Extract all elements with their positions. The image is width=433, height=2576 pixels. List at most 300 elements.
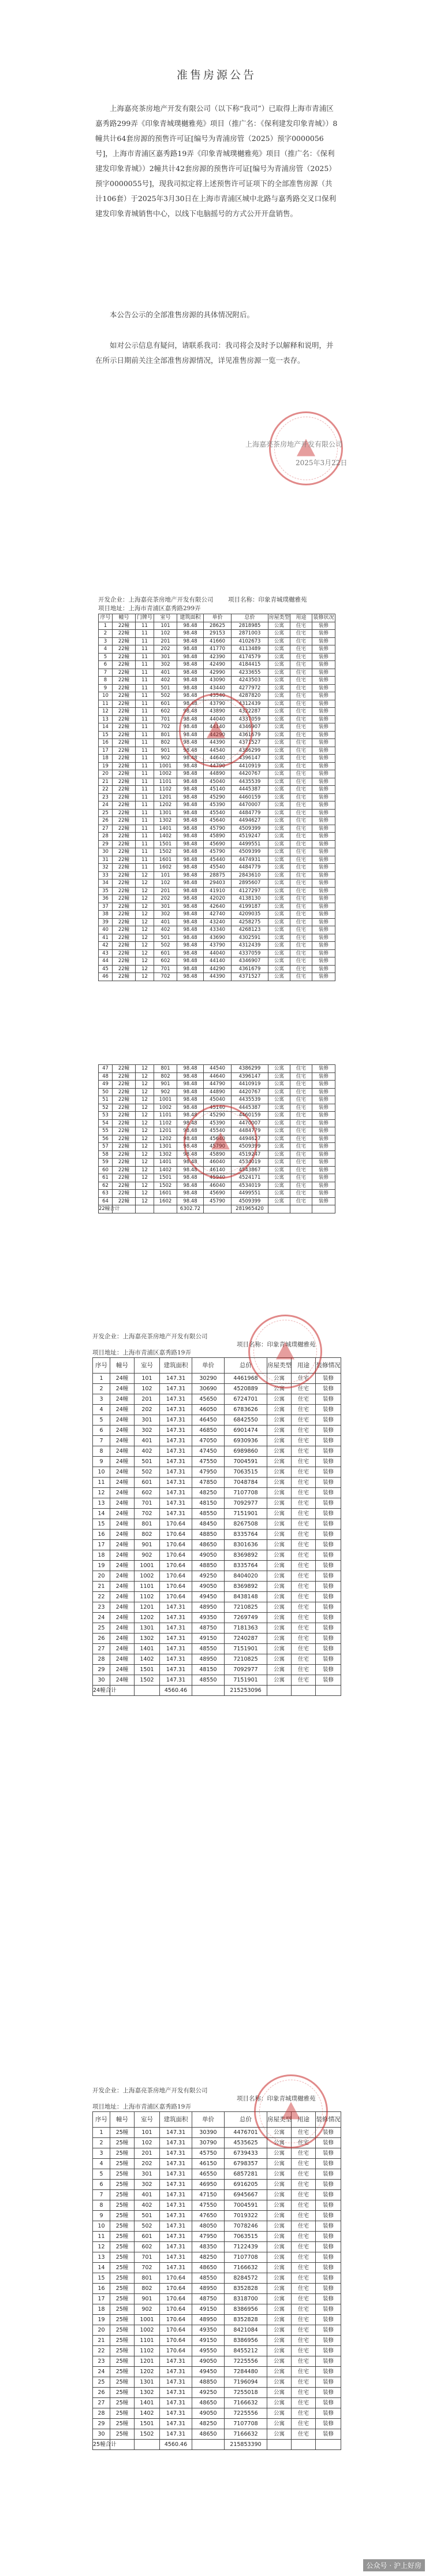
table-cell: 27 [93, 1644, 110, 1654]
column-header: 门牌号 [136, 614, 154, 622]
table-cell: 44290 [204, 731, 232, 739]
table-cell: 98.48 [177, 949, 204, 957]
table-row [93, 1415, 341, 1426]
table-cell: 装修 [316, 2336, 341, 2346]
table-cell: 63 [99, 1190, 113, 1198]
column-header: 序号 [99, 614, 113, 622]
table-cell: 26 [93, 1634, 110, 1644]
table-cell: 装修 [312, 700, 335, 708]
table-cell: 22幢 [113, 1088, 136, 1096]
total-row [93, 1686, 341, 1696]
table-cell: 公寓 [268, 731, 290, 739]
table-cell: 住宅 [290, 661, 312, 669]
table-cell: 公寓 [267, 1519, 292, 1530]
table-cell: 住宅 [292, 2304, 316, 2315]
table-cell: 8284572 [225, 2273, 267, 2284]
table-row [93, 1394, 341, 1405]
table-cell: 25幢 [110, 2180, 135, 2190]
table-cell: 22幢 [113, 833, 136, 841]
table-row [93, 1634, 341, 1644]
table-cell: 公寓 [267, 1634, 292, 1644]
table-row [93, 2294, 341, 2304]
table-cell: 48450 [192, 1519, 225, 1530]
table-cell: 12 [136, 1150, 154, 1159]
table-cell: 住宅 [292, 1498, 316, 1509]
table-cell: 装修 [316, 1644, 341, 1654]
sheet-1 [0, 595, 433, 1023]
total-cell [312, 1205, 335, 1213]
table-cell: 44640 [204, 755, 232, 763]
table-cell: 48750 [192, 1623, 225, 1634]
table-cell: 公寓 [268, 715, 290, 723]
table-cell: 11 [136, 864, 154, 872]
table-cell: 147.31 [160, 2263, 192, 2273]
table-cell: 公寓 [268, 887, 290, 895]
table-cell: 302 [135, 2180, 160, 2190]
table-cell: 98.48 [177, 1182, 204, 1190]
table-cell: 1201 [135, 2356, 160, 2367]
table-cell: 公寓 [268, 755, 290, 763]
table-cell: 公寓 [267, 2263, 292, 2273]
table-row [93, 2273, 341, 2284]
table-cell: 1302 [154, 817, 177, 825]
column-header: 幢号 [110, 2112, 135, 2128]
table-cell: 6901474 [225, 1426, 267, 1436]
table-cell: 147.31 [160, 1654, 192, 1665]
table-cell: 147.31 [160, 1426, 192, 1436]
table-cell: 住宅 [290, 1065, 312, 1073]
table-cell: 4470007 [232, 801, 268, 810]
table-cell: 98.48 [177, 1143, 204, 1151]
table-cell: 170.64 [160, 2304, 192, 2315]
table-cell: 98.48 [177, 669, 204, 677]
table-cell: 7255018 [225, 2388, 267, 2398]
table-cell: 12 [136, 1135, 154, 1143]
table-cell: 8335764 [225, 1530, 267, 1540]
table-cell: 25幢 [110, 2169, 135, 2180]
table-cell: 2 [93, 2138, 110, 2148]
table-cell: 7269749 [225, 1613, 267, 1623]
table-row [93, 2284, 341, 2294]
table-cell: 住宅 [292, 1654, 316, 1665]
table-cell: 26 [93, 2388, 110, 2398]
table-cell: 28 [99, 833, 113, 841]
table-cell: 7225556 [225, 2356, 267, 2367]
total-cell [267, 2440, 292, 2450]
table-cell: 27 [99, 825, 113, 833]
table-cell: 98.48 [177, 934, 204, 942]
table-cell: 36 [99, 895, 113, 903]
table-cell: 41660 [204, 637, 232, 645]
table-row [93, 1426, 341, 1436]
table-row [93, 2159, 341, 2169]
table-cell: 10 [93, 1467, 110, 1478]
table-cell: 25幢 [110, 2263, 135, 2273]
table-cell: 147.31 [160, 2429, 192, 2440]
table-cell: 11 [136, 637, 154, 645]
table-cell: 住宅 [290, 677, 312, 685]
table-cell: 147.31 [160, 1644, 192, 1654]
table-cell: 住宅 [292, 2367, 316, 2377]
table-cell: 98.48 [177, 645, 204, 654]
table-row [93, 1592, 341, 1602]
table-cell: 公寓 [268, 965, 290, 973]
table-cell: 22幢 [113, 911, 136, 919]
table-cell: 公寓 [267, 2180, 292, 2190]
table-cell: 24 [93, 2367, 110, 2377]
table-cell: 801 [135, 2273, 160, 2284]
table-cell: 装修 [316, 1457, 341, 1467]
table-cell: 8 [93, 1446, 110, 1457]
table-cell: 147.31 [160, 1602, 192, 1613]
table-cell: 住宅 [290, 731, 312, 739]
table-cell: 装修 [312, 871, 335, 879]
table-cell: 12 [136, 1166, 154, 1174]
table-cell: 202 [135, 1405, 160, 1415]
table-cell: 22幢 [113, 1112, 136, 1120]
table-cell: 30790 [192, 2138, 225, 2148]
table-cell: 装修 [316, 1405, 341, 1415]
table-cell: 22幢 [113, 817, 136, 825]
table-cell: 402 [154, 677, 177, 685]
table-cell: 22幢 [113, 669, 136, 677]
table-cell: 147.31 [160, 2148, 192, 2159]
table-cell: 43090 [204, 677, 232, 685]
table-cell: 12 [136, 1197, 154, 1205]
notice-paragraph-1: 上海嘉亮茶房地产开发有限公司（以下称“我司”）已取得上海市青浦区嘉秀路299弄《印象青城璞樾雅苑》项目（推广名：《保利建发印象青城》）8幢共计64套房源的预售许可证[编号为青浦房管（2025）预字0000056号]，上海市青浦区嘉秀路19弄《印象青城璞樾雅苑》项目（推广名：《保利建发印象青城》）2幢共计42套房源的预售许可证[编号为青浦房管（2025）预字0000055号]，现我司拟定将上述预售许可证项下的全部准售房源（共计106套）于2025年3月30日在上海市青浦区城中北路与嘉秀路交叉口保利建发印象青城销售中心，以线下电脑摇号的方式公开开盘销售。 [95, 104, 338, 218]
table-cell: 1101 [135, 1582, 160, 1592]
table-cell: 装修 [312, 1104, 335, 1112]
table-cell: 住宅 [292, 1550, 316, 1561]
table-cell: 46050 [192, 1405, 225, 1415]
table-cell: 9 [93, 2211, 110, 2221]
table-cell: 4484779 [232, 809, 268, 817]
table-cell: 401 [135, 1436, 160, 1446]
table-cell: 装修 [316, 1446, 341, 1457]
column-header: 建筑面积 [177, 614, 204, 622]
table-row [99, 840, 335, 848]
table-cell: 147.31 [160, 1613, 192, 1623]
table-cell: 48650 [192, 2429, 225, 2440]
table-cell: 装修 [312, 653, 335, 661]
table-cell: 48850 [192, 1530, 225, 1540]
table-row [93, 1540, 341, 1550]
table-cell: 住宅 [290, 622, 312, 630]
table-cell: 22幢 [113, 700, 136, 708]
table-cell: 8369892 [225, 1550, 267, 1561]
table-cell: 49350 [192, 1613, 225, 1623]
notice-title: 准售房源公告 [176, 69, 256, 81]
table-cell: 601 [135, 1478, 160, 1488]
table-cell: 13 [93, 2252, 110, 2263]
table-cell: 25幢 [110, 2367, 135, 2377]
table-cell: 147.31 [160, 1436, 192, 1446]
table-cell: 8438148 [225, 1592, 267, 1602]
table-cell: 1501 [154, 1174, 177, 1182]
table-cell: 11 [136, 809, 154, 817]
table-cell: 6 [99, 661, 113, 669]
table-cell: 24幢 [110, 1488, 135, 1498]
table-cell: 22幢 [113, 926, 136, 934]
table-cell: 装修 [312, 1143, 335, 1151]
table-cell: 住宅 [292, 1384, 316, 1394]
column-header: 单价 [192, 1358, 225, 1374]
table-cell: 98.48 [177, 965, 204, 973]
table-cell: 住宅 [292, 1613, 316, 1623]
table-cell: 48350 [192, 2242, 225, 2252]
table-cell: 装修 [312, 661, 335, 669]
table-row [99, 677, 335, 685]
table-cell: 8404020 [225, 1571, 267, 1582]
table-cell: 12 [93, 2242, 110, 2252]
table-row [99, 653, 335, 661]
table-cell: 147.31 [160, 2200, 192, 2211]
table-cell: 98.48 [177, 1159, 204, 1167]
table-cell: 24幢 [110, 1571, 135, 1582]
table-cell: 4484779 [232, 1127, 268, 1135]
table-cell: 装修 [316, 1665, 341, 1675]
table-cell: 10 [93, 2221, 110, 2232]
table-cell: 装修 [312, 708, 335, 716]
table-cell: 42390 [204, 653, 232, 661]
table-cell: 45690 [204, 1190, 232, 1198]
table-row [93, 2419, 341, 2429]
table-cell: 98.48 [177, 723, 204, 732]
table-cell: 装修 [316, 2284, 341, 2294]
table-cell: 6798357 [225, 2159, 267, 2169]
table-cell: 22幢 [113, 1119, 136, 1127]
table-cell: 11 [136, 653, 154, 661]
table-cell: 12 [136, 1104, 154, 1112]
table-cell: 1001 [154, 762, 177, 770]
table-cell: 住宅 [290, 1072, 312, 1081]
table-cell: 11 [136, 817, 154, 825]
table-cell: 24幢 [110, 1561, 135, 1571]
table-cell: 8301636 [225, 1540, 267, 1550]
table-cell: 住宅 [292, 1675, 316, 1686]
table-cell: 7063515 [225, 1467, 267, 1478]
table-cell: 4524171 [232, 1174, 268, 1182]
table-cell: 装修 [316, 2221, 341, 2232]
table-cell: 装修 [312, 918, 335, 926]
table-cell: 装修 [316, 2128, 341, 2138]
table-cell: 22幢 [113, 747, 136, 755]
table-cell: 12 [136, 1065, 154, 1073]
total-cell [267, 1686, 292, 1696]
project-line: 项目名称：印象青城璞樾雅苑 [237, 2095, 316, 2102]
table-cell: 公寓 [268, 911, 290, 919]
table-row [99, 918, 335, 926]
table-cell: 49050 [192, 2408, 225, 2419]
table-cell: 25幢 [110, 2148, 135, 2159]
table-cell: 公寓 [268, 1182, 290, 1190]
table-cell: 401 [154, 918, 177, 926]
table-cell: 22幢 [113, 879, 136, 888]
table-cell: 147.31 [160, 1394, 192, 1405]
table-cell: 27 [93, 2398, 110, 2408]
table-cell: 501 [154, 934, 177, 942]
table-cell: 公寓 [267, 2273, 292, 2284]
total-row [99, 1205, 335, 1213]
table-cell: 170.64 [160, 1571, 192, 1582]
table-cell: 8 [93, 2200, 110, 2211]
table-cell: 48550 [192, 1644, 225, 1654]
table-cell: 22 [99, 786, 113, 794]
table-cell: 45890 [204, 1150, 232, 1159]
table-cell: 装修 [316, 2148, 341, 2159]
table-cell: 4520889 [225, 1384, 267, 1394]
column-header: 房屋类型 [267, 2112, 292, 2128]
table-cell: 装修 [316, 2263, 341, 2273]
table-cell: 22幢 [113, 942, 136, 950]
table-cell: 1402 [154, 833, 177, 841]
table-cell: 49250 [192, 1571, 225, 1582]
table-cell: 8386956 [225, 2336, 267, 2346]
table-cell: 公寓 [267, 2190, 292, 2200]
table-cell: 1301 [135, 2377, 160, 2388]
table-cell: 公寓 [267, 1374, 292, 1384]
table-cell: 住宅 [290, 723, 312, 732]
table-cell: 11 [136, 770, 154, 778]
signature-company: 上海嘉亮茶房地产开发有限公司 [245, 440, 343, 448]
table-cell: 装修 [312, 895, 335, 903]
table-cell: 32 [99, 864, 113, 872]
table-cell: 702 [135, 2263, 160, 2273]
sheet-1-seal [179, 693, 253, 767]
table-cell: 1402 [154, 1166, 177, 1174]
table-cell: 44640 [204, 1072, 232, 1081]
table-cell: 1602 [154, 864, 177, 872]
table-cell: 28 [93, 2408, 110, 2419]
table-cell: 4445387 [232, 786, 268, 794]
table-cell: 装修 [312, 949, 335, 957]
table-cell: 4461968 [225, 1374, 267, 1384]
table-cell: 公寓 [268, 1088, 290, 1096]
table-row [99, 801, 335, 810]
table-row [93, 1457, 341, 1467]
table-cell: 22幢 [113, 957, 136, 966]
total-cell [292, 2440, 316, 2450]
table-cell: 装修 [312, 755, 335, 763]
table-cell: 42640 [204, 903, 232, 911]
table-cell: 公寓 [268, 817, 290, 825]
table-row [99, 911, 335, 919]
table-cell: 1402 [135, 1654, 160, 1665]
table-cell: 住宅 [292, 1592, 316, 1602]
table-cell: 住宅 [292, 1488, 316, 1498]
table-cell: 公寓 [268, 895, 290, 903]
table-cell: 24幢 [110, 1457, 135, 1467]
total-cell: 4560.46 [160, 2440, 192, 2450]
table-cell: 11 [136, 630, 154, 638]
sheet-4 [0, 2086, 433, 2576]
table-cell: 22幢 [113, 684, 136, 692]
table-cell: 1101 [154, 1112, 177, 1120]
table-cell: 装修 [316, 2419, 341, 2429]
table-cell: 4302591 [232, 934, 268, 942]
table-row [93, 2336, 341, 2346]
column-header: 总价 [225, 2112, 267, 2128]
table-cell: 住宅 [292, 1634, 316, 1644]
table-cell: 147.31 [160, 2169, 192, 2180]
table-cell: 公寓 [268, 864, 290, 872]
table-cell: 公寓 [267, 2367, 292, 2377]
table-cell: 住宅 [290, 684, 312, 692]
table-row [93, 2408, 341, 2419]
table-cell: 公寓 [268, 700, 290, 708]
table-cell: 12 [136, 949, 154, 957]
table-cell: 25 [93, 2377, 110, 2388]
table-cell: 住宅 [292, 1582, 316, 1592]
table-cell: 7166632 [225, 2398, 267, 2408]
table-cell: 4386299 [232, 1065, 268, 1073]
table-cell: 98.48 [177, 762, 204, 770]
table-cell: 装修 [312, 1166, 335, 1174]
table-cell: 98.48 [177, 833, 204, 841]
table-cell: 98.48 [177, 708, 204, 716]
table-cell: 9 [99, 684, 113, 692]
table-cell: 29153 [204, 630, 232, 638]
table-cell: 102 [135, 1384, 160, 1394]
table-cell: 4509399 [232, 825, 268, 833]
table-cell: 装修 [312, 801, 335, 810]
table-cell: 55 [99, 1127, 113, 1135]
table-cell: 147.31 [160, 2377, 192, 2388]
table-cell: 8369892 [225, 1582, 267, 1592]
table-cell: 30 [99, 848, 113, 856]
table-cell: 24幢 [110, 1665, 135, 1675]
table-cell: 98.48 [177, 1166, 204, 1174]
table-cell: 98.48 [177, 817, 204, 825]
table-cell: 38 [99, 911, 113, 919]
table-cell: 49450 [192, 1592, 225, 1602]
column-header: 幢号 [113, 614, 136, 622]
table-cell: 147.31 [160, 1384, 192, 1394]
table-cell: 170.64 [160, 2325, 192, 2336]
table-cell: 公寓 [267, 2128, 292, 2138]
table-cell: 12 [93, 1488, 110, 1498]
table-cell: 公寓 [267, 1498, 292, 1509]
table-row [99, 973, 335, 981]
table-cell: 11 [136, 786, 154, 794]
table-cell: 59 [99, 1159, 113, 1167]
table-cell: 24幢 [110, 1634, 135, 1644]
table-cell: 48650 [192, 1540, 225, 1550]
table-cell: 18 [93, 1550, 110, 1561]
table-cell: 201 [154, 637, 177, 645]
table-cell: 装修 [316, 2159, 341, 2169]
table-cell: 装修 [316, 2377, 341, 2388]
table-cell: 24幢 [110, 1644, 135, 1654]
table-cell: 装修 [316, 2200, 341, 2211]
table-cell: 1002 [135, 1571, 160, 1582]
table-cell: 装修 [312, 1065, 335, 1073]
table-cell: 25幢 [110, 2408, 135, 2419]
table-cell: 公寓 [267, 1436, 292, 1446]
table-cell: 98.48 [177, 747, 204, 755]
table-cell: 46040 [204, 1182, 232, 1190]
table-cell: 42 [99, 942, 113, 950]
table-cell: 11 [136, 739, 154, 747]
total-cell [316, 2440, 341, 2450]
table-cell: 11 [136, 723, 154, 732]
table-cell: 45790 [204, 1197, 232, 1205]
table-cell: 11 [136, 833, 154, 841]
table-cell: 公寓 [268, 637, 290, 645]
table-cell: 17 [93, 2294, 110, 2304]
table-cell: 48650 [192, 2263, 225, 2273]
table-cell: 住宅 [292, 2284, 316, 2294]
